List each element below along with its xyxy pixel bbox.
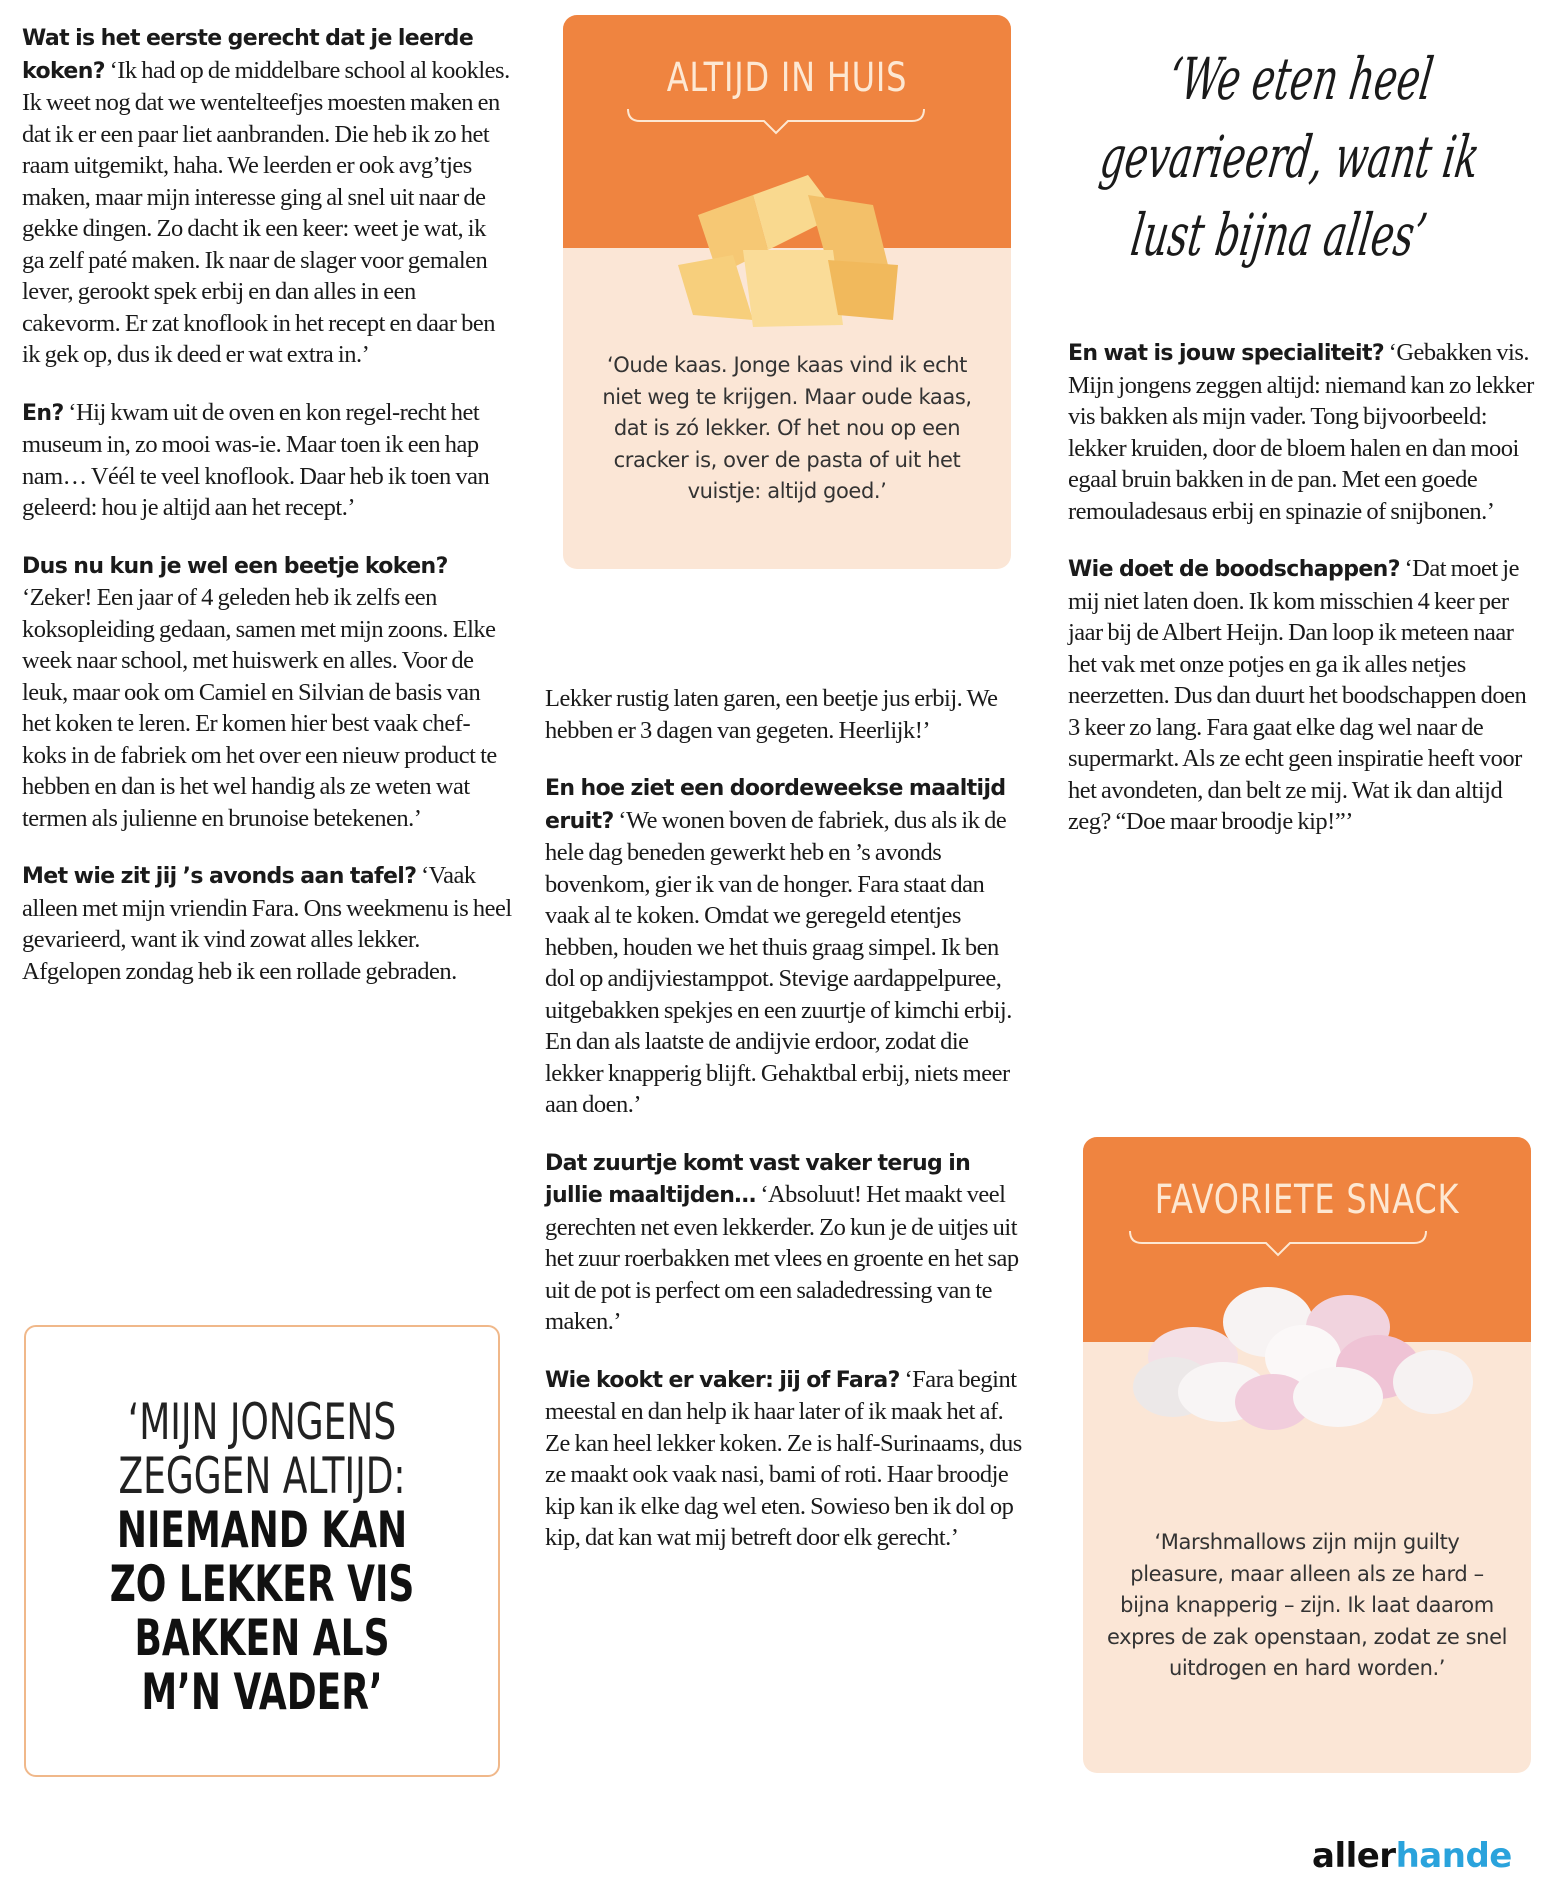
answer: ‘Ik had op de middelbare school al kookles. Ik weet nog dat we wentelteefjes moesten maken en dat ik er een paar liet aanbranden. Die heb ik zo het raam uitgemikt, haha. We leerden er ook avg’tjes maken, maar mijn interesse ging al snel uit naar de gekke dingen. Zo dacht ik een keer: weet je wat, ik ga zelf paté maken. Ik naar de slager voor gemalen lever, gerookt spek erbij en dan alles in een cakevorm. Er zat knoflook in het recept en daar ben ik gek op, dus ik deed er wat extra in.’	[22, 56, 510, 368]
paragraph	[22, 860, 512, 987]
paragraph	[1068, 337, 1540, 527]
answer: ‘Absoluut! Het maakt veel gerechten net even lekkerder. Zo kun je de uitjes uit het zuur roerbakken met vlees en groente en het sap uit de pot is perfect om een saladedressing van te maken.’	[545, 1181, 1019, 1335]
paragraph	[545, 772, 1027, 1121]
brace-divider-icon	[626, 107, 926, 137]
logo-part: aller	[1312, 1836, 1396, 1876]
paragraph	[545, 1364, 1027, 1554]
cheese-image	[658, 155, 918, 335]
pull-quote-line: NIEMAND KAN	[116, 1501, 408, 1559]
logo-part: hande	[1395, 1836, 1512, 1876]
pull-quote-line: ZO LEKKER VIS	[109, 1555, 415, 1613]
question: Wat is het eerste gerecht dat je leerde koken?	[22, 26, 474, 84]
answer: ‘Hij kwam uit de oven en kon regel-recht het museum in, zo mooi was-ie. Maar toen ik een hap nam… Véél te veel knoflook. Daar heb ik toen van geleerd: hou je altijd aan het recept.’	[22, 398, 490, 521]
pull-quote-line: BAKKEN ALS	[134, 1609, 390, 1667]
question: Dat zuurtje komt vast vaker terug in jullie maaltijden…	[545, 1150, 971, 1208]
box-text: ‘Marshmallows zijn mijn guilty pleasure, maar alleen als ze hard – bijna knapperig – zijn. Ik laat daarom expres de zak openstaan, zodat ze snel uitdrogen en hard worden.’	[1106, 1530, 1508, 1680]
question: Wie kookt er vaker: jij of Fara?	[545, 1367, 900, 1393]
answer: ‘We wonen boven de fabriek, dus als ik de hele dag beneden gewerkt heb en ’s avonds bovenkom, gier ik van de honger. Fara staat dan vaak al te koken. Omdat we geregeld etentjes hebben, houden we het thuis graag simpel. Ik ben dol op andijviestamppot. Stevige aardappelpuree, uitgebakken spekjes en een zuurtje of kimchi erbij. En dan als laatste de andijvie erdoor, zodat die lekker knapperig blijft. Gehaktbal erbij, niets meer aan doen.’	[545, 806, 1012, 1118]
question: En hoe ziet een doordeweekse maaltijd eruit?	[545, 776, 1006, 834]
pull-quote-line: M’N VADER’	[141, 1663, 383, 1721]
paragraph	[1068, 553, 1540, 838]
answer: ‘Gebakken vis. Mijn jongens zeggen altijd: niemand kan zo lekker vis bakken als mijn vader. Tong bijvoorbeeld: lekker kruiden, door de bloem halen en dan mooi egaal bruin bakken in de pan. Met een goede remouladesaus erbij en spinazie of snijbonen.’	[1068, 339, 1534, 525]
paragraph	[22, 397, 512, 524]
box-text: ‘Oude kaas. Jonge kaas vind ik echt niet weg te krijgen. Maar oude kaas, dat is zó lekker. Of het nou op een cracker is, over de pasta of uit het vuistje: altijd goed.’	[602, 353, 972, 503]
column-2	[545, 683, 1027, 1580]
question: En?	[22, 400, 64, 426]
paragraph	[545, 683, 1027, 746]
box-title: FAVORIETE SNACK	[1154, 1177, 1460, 1223]
brace-divider-icon	[1128, 1229, 1428, 1259]
answer: ‘Vaak alleen met mijn vriendin Fara. Ons weekmenu is heel gevarieerd, want ik vind zowat alles lekker. Afgelopen zondag heb ik een rollade gebraden.	[22, 862, 512, 985]
question: Wie doet de boodschappen?	[1068, 557, 1400, 582]
script-quote-line: ‘We eten heel	[1164, 45, 1438, 113]
column-3	[1068, 337, 1540, 864]
pull-quote-line: ZEGGEN ALTIJD:	[118, 1447, 406, 1505]
question: Met wie zit jij ’s avonds aan tafel?	[22, 864, 417, 889]
paragraph	[545, 1147, 1027, 1338]
answer: Lekker rustig laten garen, een beetje jus erbij. We hebben er 3 dagen van gegeten. Heerlijk!’	[545, 685, 998, 744]
question: Dus nu kun je wel een beetje koken?	[22, 553, 448, 579]
script-quote	[1069, 40, 1511, 274]
allerhande-logo	[1312, 1836, 1512, 1876]
pull-quote-line: ‘MIJN JONGENS	[127, 1393, 397, 1451]
box-title: ALTIJD IN HUIS	[666, 55, 908, 101]
altijd-in-huis-box	[563, 15, 1011, 569]
marshmallows-image	[1133, 1272, 1483, 1432]
answer: ‘Zeker! Een jaar of 4 geleden heb ik zelfs een koksopleiding gedaan, samen met mijn zoons. Elke week naar school, met huiswerk en alles. Voor de leuk, maar ook om Camiel en Silvian de basis van het koken te leren. Er komen hier best vaak chef-koks in de fabriek om het over een nieuw product te hebben en dan is het wel handig als ze weten wat termen als julienne en brunoise betekenen.’	[22, 584, 497, 832]
answer: ‘Fara begint meestal en dan help ik haar later of ik maak het af. Ze kan heel lekker koken. Ze is half-Surinaams, dus ze maakt ook vaak nasi, bami of roti. Haar broodje kip kan ik elke dag wel eten. Sowieso ben ik dol op kip, dat kan wat mij betreft door elk gerecht.’	[545, 1365, 1022, 1551]
paragraph	[22, 22, 512, 371]
paragraph	[22, 550, 512, 835]
pull-quote-box	[24, 1325, 500, 1777]
script-quote-line: lust bijna alles’	[1127, 201, 1431, 269]
answer: ‘Dat moet je mij niet laten doen. Ik kom misschien 4 keer per jaar bij de Albert Heijn. Dan loop ik meteen naar het vak met onze potjes en ga ik alles netjes neerzetten. Dus dan duurt het boodschappen doen 3 keer zo lang. Fara gaat elke dag wel naar de supermarkt. Als ze echt geen inspiratie heeft voor het avondeten, dan belt ze mij. Wat ik dan altijd zeg? “Doe maar broodje kip!”’	[1068, 555, 1527, 835]
script-quote-line: gevarieerd, want ik	[1096, 123, 1484, 191]
favoriete-snack-box	[1083, 1137, 1531, 1773]
question: En wat is jouw specialiteit?	[1068, 341, 1385, 366]
column-1	[22, 22, 512, 1013]
